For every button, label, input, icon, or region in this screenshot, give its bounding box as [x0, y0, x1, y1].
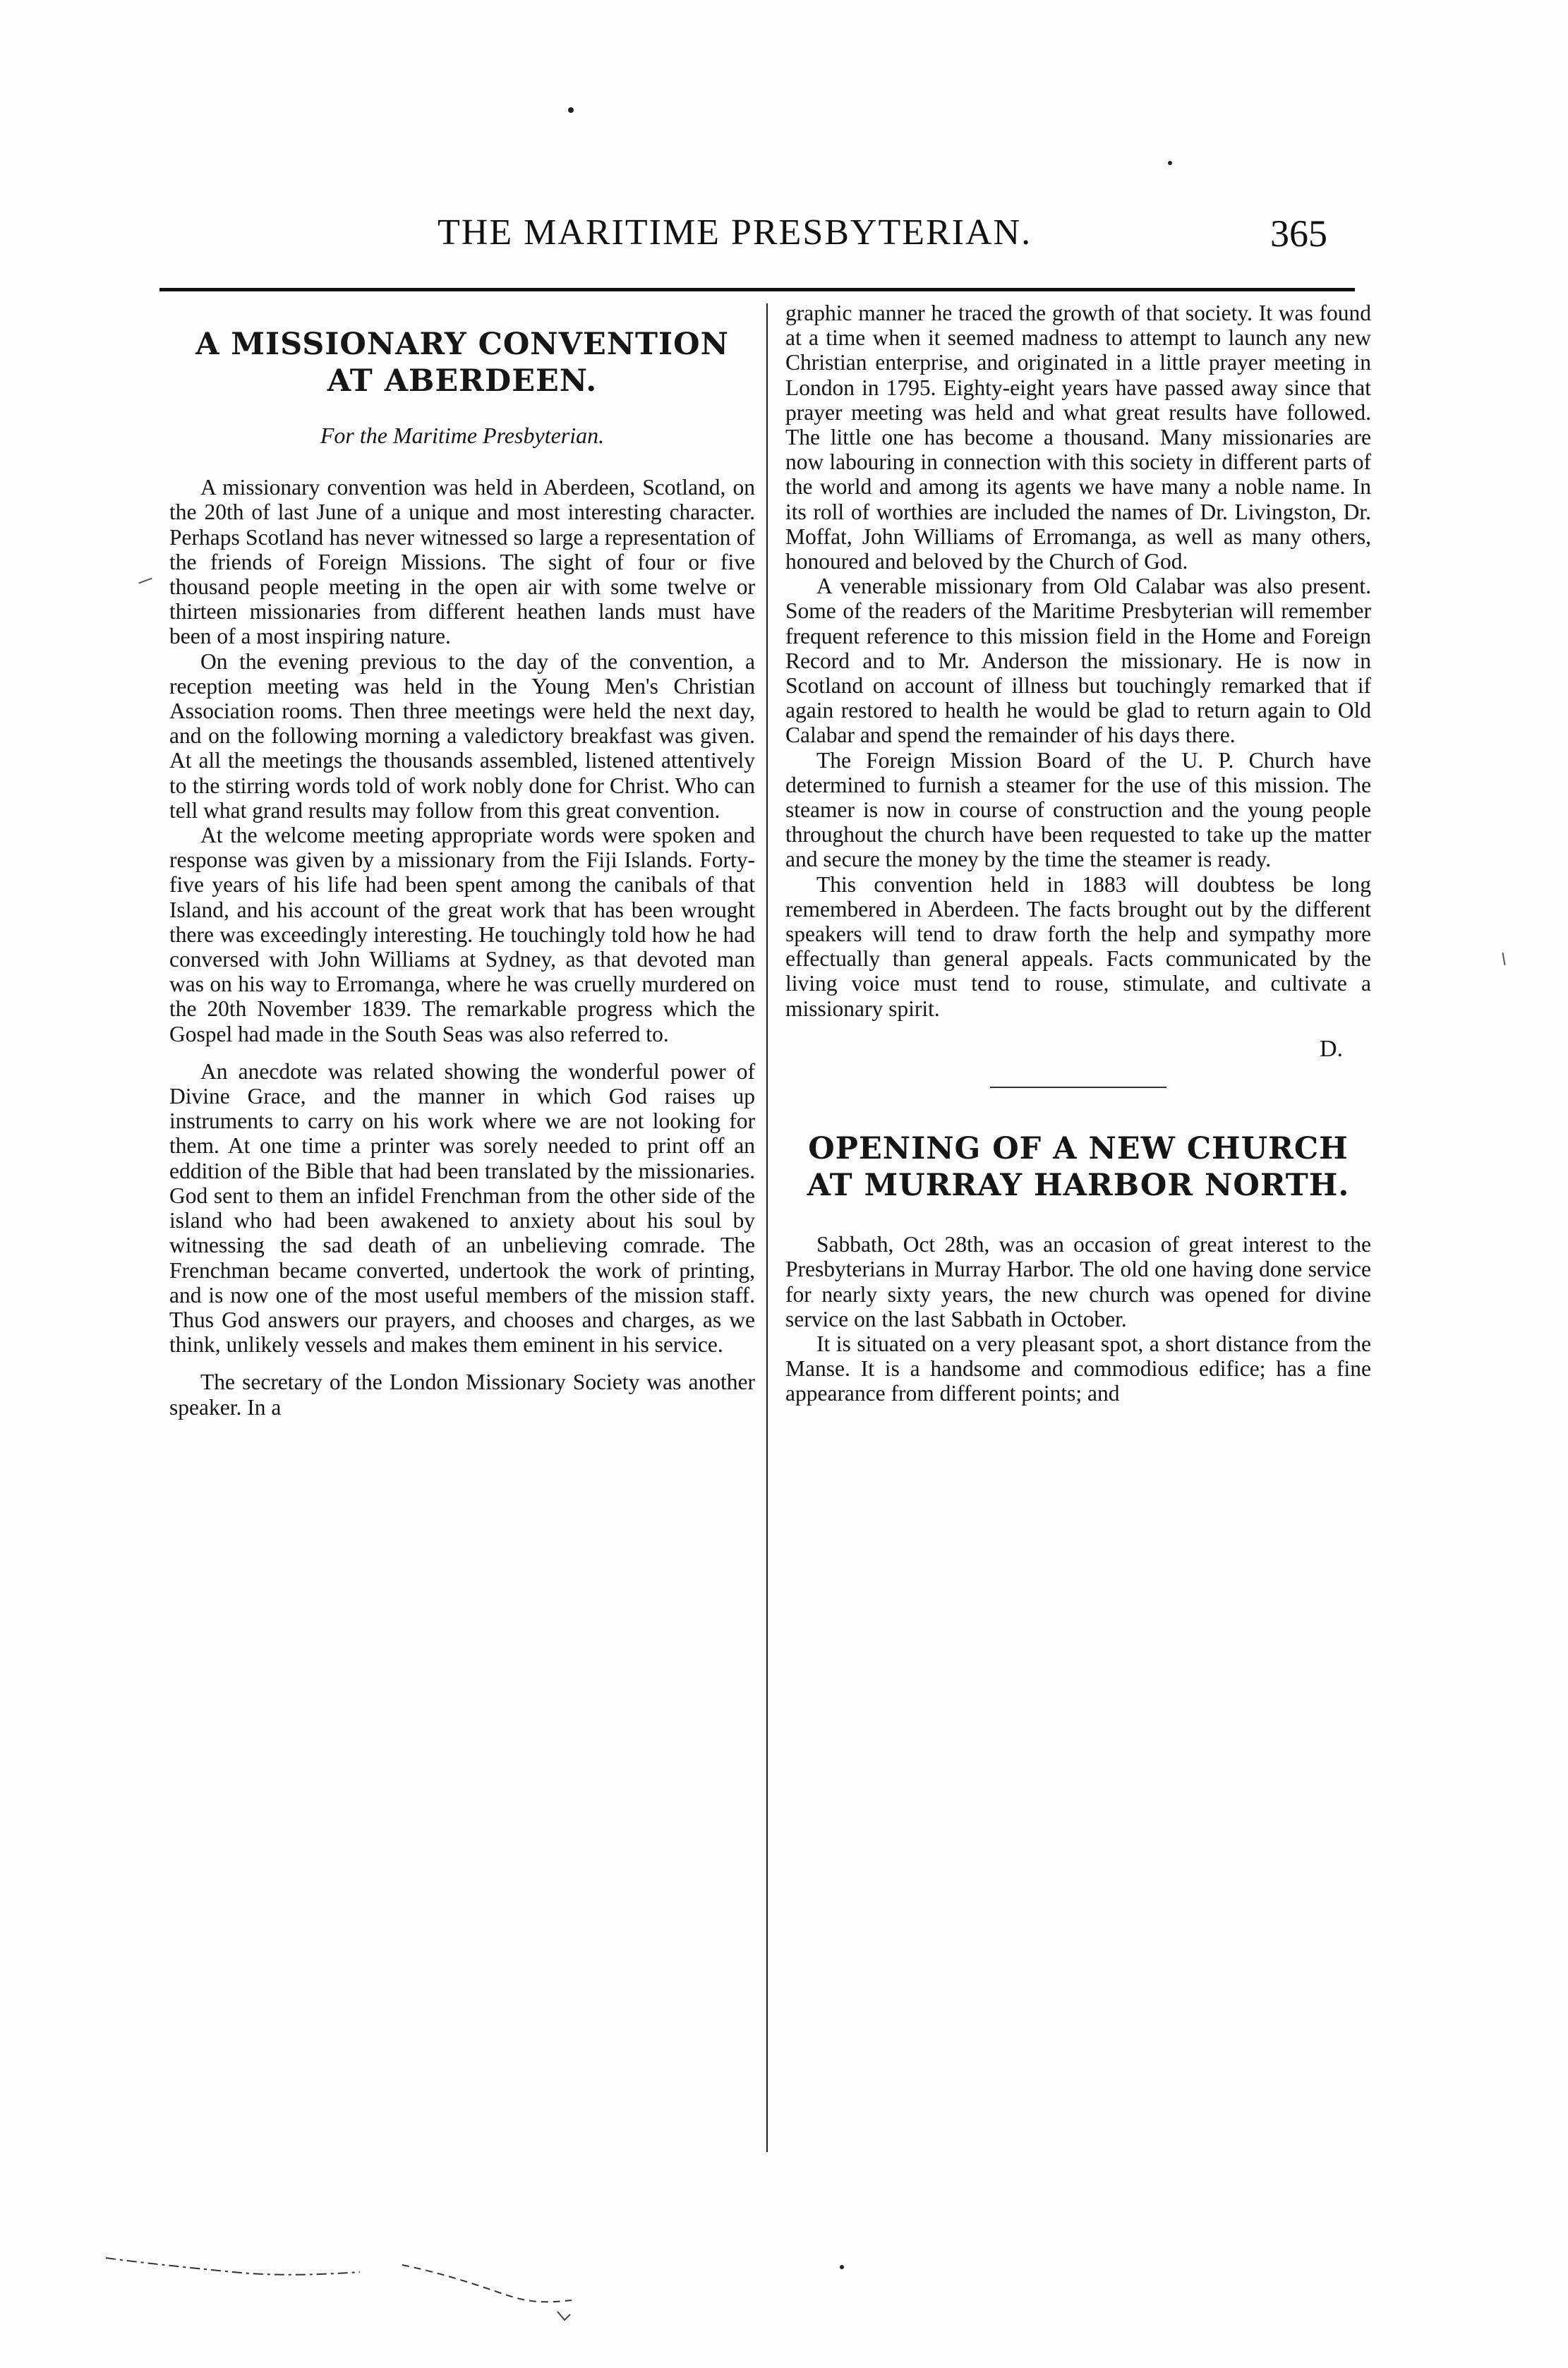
article-headline: OPENING OF A NEW CHURCH AT MURRAY HARBOR NORTH. — [807, 1131, 1350, 1204]
print-speck — [840, 2265, 844, 2269]
pencil-scribble — [106, 2244, 600, 2328]
header-rule — [159, 288, 1355, 291]
article-headline: A MISSIONARY CONVENTION AT ABERDEEN. — [195, 327, 729, 399]
article-byline: For the Maritime Presbyterian. — [320, 423, 605, 448]
margin-mark — [1502, 953, 1505, 965]
article-paragraph: This convention held in 1883 will doubtess be long remembered in Aberdeen. The facts brought out by the different speakers will tend to draw forth the help and sympathy more effectually than general appeals. Facts communicated by the living voice must tend to rouse, stimulate, and cultivate a missionary spirit. — [785, 871, 1371, 1021]
article-paragraph: Sabbath, Oct 28th, was an occasion of great interest to the Presbyterians in Murray Harbor. The old one having done service for nearly sixty years, the new church was opened for divine service on the last Sabbath in October. — [785, 1232, 1371, 1331]
headline-spacer — [785, 1204, 1371, 1232]
print-speck — [568, 107, 574, 113]
running-head — [0, 212, 1568, 261]
article-paragraph: An anecdote was related showing the wonderful power of Divine Grace, and the manner in which God raises up instruments to carry on his work where we are not looking for them. At one time a printer was sorely needed to print off an eddition of the Bible that had been translated by the missionaries. God sent to them an infidel Frenchman from the other side of the island who had been awakened to anxiety about his soul by witnessing the sad death of an unbelieving comrade. The Frenchman became converted, undertook the work of printing, and is now one of the most useful members of the mission staff. Thus God answers our prayers, and chooses and charges, as we think, unlikely vessels and makes them eminent in his service. — [169, 1058, 755, 1358]
article-paragraph-continued: graphic manner he traced the growth of that society. It was found at a time when it seemed madness to attempt to launch any new Christian enterprise, and originated in a little prayer meeting in London in 1795. Eighty-eight years have passed away since that prayer meeting was held and what great results have followed. The little one has become a thousand. Many missionaries are now labouring in connection with this society in different parts of the world and among its agents we have many a noble name. In its roll of worthies are included the names of Dr. Livingston, Dr. Moffat, John Williams of Erromanga, as well as many others, honoured and beloved by the Church of God. — [785, 301, 1371, 574]
left-column — [169, 310, 755, 1420]
page-number: 365 — [1270, 212, 1327, 255]
article-paragraph: A venerable missionary from Old Calabar was also present. Some of the readers of the Maritime Presbyterian will remember frequent reference to this mission field in the Home and Foreign Record and to Mr. Anderson the missionary. He is now in Scotland on account of illness but touchingly remarked that if again restored to health he would be glad to return again to Old Calabar and spend the remainder of his days there. — [785, 574, 1371, 748]
article-paragraph: On the evening previous to the day of the convention, a reception meeting was held in the Young Men's Christian Association rooms. Then three meetings were held the next day, and on the following morning a valedictory breakfast was given. At all the meetings the thousands assembled, listened attentively to the stirring words told of work nobly done for Christ. Who can tell what grand results may follow from this great convention. — [169, 648, 755, 823]
article-signature: D. — [1319, 1035, 1343, 1062]
article-paragraph: The secretary of the London Missionary Society was another speaker. In a — [169, 1370, 755, 1420]
print-speck — [1168, 161, 1172, 165]
running-title: THE MARITIME PRESBYTERIAN. — [438, 212, 1032, 253]
article-paragraph: It is situated on a very pleasant spot, a short distance from the Manse. It is a handsome and commodious edifice; has a fine appearance from different points; and — [785, 1331, 1371, 1406]
right-column — [785, 301, 1371, 1406]
column-divider — [766, 303, 768, 2152]
section-rule — [990, 1087, 1166, 1088]
article-paragraph: At the welcome meeting appropriate words were spoken and response was given by a missionary from the Fiji Islands. Forty-five years of his life had been spent among the canibals of that Island, and his account of the great work that has been wrought there was exceedingly interesting. He touchingly told how he had conversed with John Williams at Sydney, as that devoted man was on his way to Erromanga, where he was cruelly murdered on the 20th November 1839. The remarkable progress which the Gospel had made in the South Seas was also referred to. — [169, 823, 755, 1046]
margin-mark — [138, 578, 152, 584]
article-paragraph: A missionary convention was held in Aberdeen, Scotland, on the 20th of last June of a unique and most interesting character. Perhaps Scotland has never witnessed so large a representation of the friends of Foreign Missions. The sight of four or five thousand people meeting in the open air with some twelve or thirteen missionaries from different heathen lands must have been of a most inspiring nature. — [169, 475, 755, 649]
article-paragraph: The Foreign Mission Board of the U. P. Church have determined to furnish a steamer for the use of this mission. The steamer is now in course of construction and the young people throughout the church have been requested to take up the matter and secure the money by the time the steamer is ready. — [785, 747, 1371, 872]
